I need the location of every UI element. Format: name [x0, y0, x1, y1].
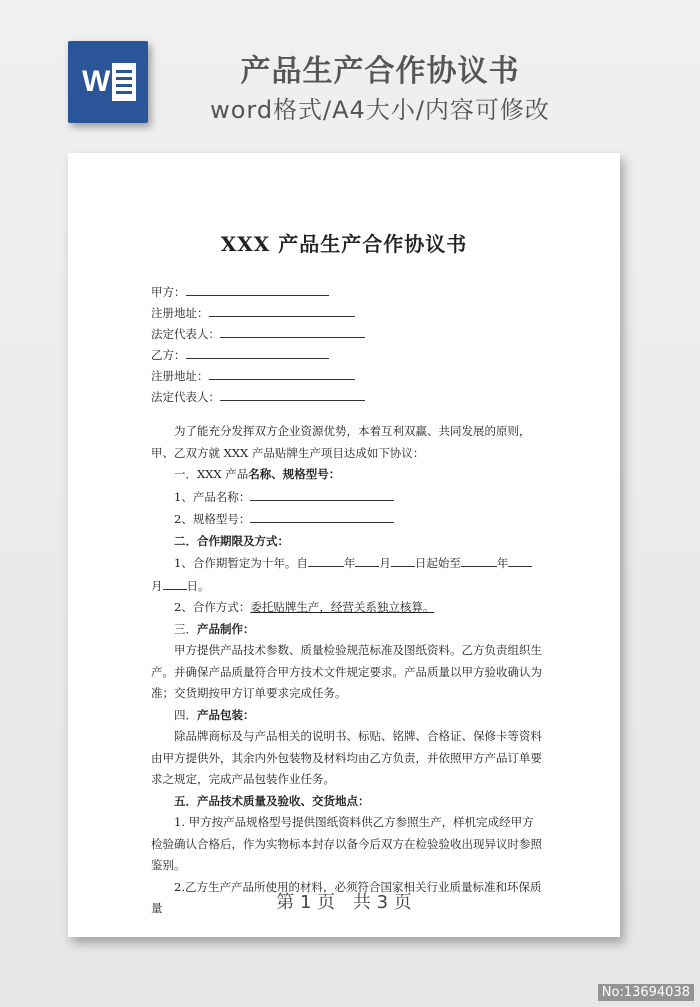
party-b-address-line: 注册地址： — [151, 365, 365, 386]
image-id-label: No:13694038 — [598, 984, 694, 1001]
document-body — [151, 421, 543, 920]
section-5-text-1: 1. 甲方按产品规格型号提供图纸资料供乙方参照生产，样机完成经甲方检验确认合格后，作为实物标本封存以备今后双方在检验验收出现异议时参照鉴别。 — [151, 815, 542, 872]
cooperation-mode: 2、合作方式：委托贴牌生产，经营关系独立核算。 — [174, 600, 435, 614]
section-2-heading: 二．合作期限及方式： — [174, 533, 289, 548]
section-4-heading: 四．产品包装： — [174, 707, 255, 722]
party-b-representative-line: 法定代表人： — [151, 386, 365, 407]
word-icon — [68, 41, 148, 123]
document-lines-icon — [112, 63, 136, 101]
header-title: 产品生产合作协议书 — [240, 54, 520, 89]
section-3-text: 甲方提供产品技术参数、质量检验规范标准及图纸资料。乙方负责组织生产。并确保产品质量符合甲方技术文件规定要求。产品质量以甲方验收确认为准；交货期按甲方订单要求完成任务。 — [151, 643, 542, 700]
section-1-heading: 一．XXX 产品名称、规格型号： — [174, 467, 341, 481]
party-a-line: 甲方： — [151, 281, 365, 302]
party-a-address-line: 注册地址： — [151, 302, 365, 323]
section-5-heading: 五．产品技术质量及验收、交货地点： — [174, 793, 370, 808]
section-3-heading: 三．产品制作： — [174, 621, 255, 636]
section-4-text: 除品牌商标及与产品相关的说明书、标贴、铭牌、合格证、保修卡等资料由甲方提供外，其余内外包装物及材料均由乙方负责，并依照甲方产品订单要求之规定，完成产品包装作业任务。 — [151, 729, 542, 786]
product-name-line: 1、产品名称： — [151, 486, 543, 509]
page-total: 共 3 页 — [352, 892, 412, 913]
intro-paragraph: 为了能充分发挥双方企业资源优势，本着互利双赢、共同发展的原则，甲、乙双方就 XXX 产品贴牌生产项目达成如下协议： — [151, 424, 531, 460]
word-icon-letter: W — [82, 65, 111, 98]
header-subtitle: word格式/A4大小/内容可修改 — [210, 96, 550, 124]
cooperation-term: 1、合作期暂定为十年。自 年 月 日起始至 年 月 日。 — [151, 552, 543, 597]
page-footer — [68, 888, 620, 914]
document-page — [68, 153, 620, 937]
party-b-line: 乙方： — [151, 344, 365, 365]
page-number: 第 1 页 — [276, 892, 336, 913]
parties-block — [151, 281, 365, 407]
document-title: XXX 产品生产合作协议书 — [220, 232, 468, 256]
party-a-representative-line: 法定代表人： — [151, 323, 365, 344]
section-5-text-2: 2.乙方生产产品所使用的材料，必须符合国家相关行业质量标准和环保质量 — [151, 879, 542, 915]
model-line: 2、规格型号： — [151, 508, 543, 531]
